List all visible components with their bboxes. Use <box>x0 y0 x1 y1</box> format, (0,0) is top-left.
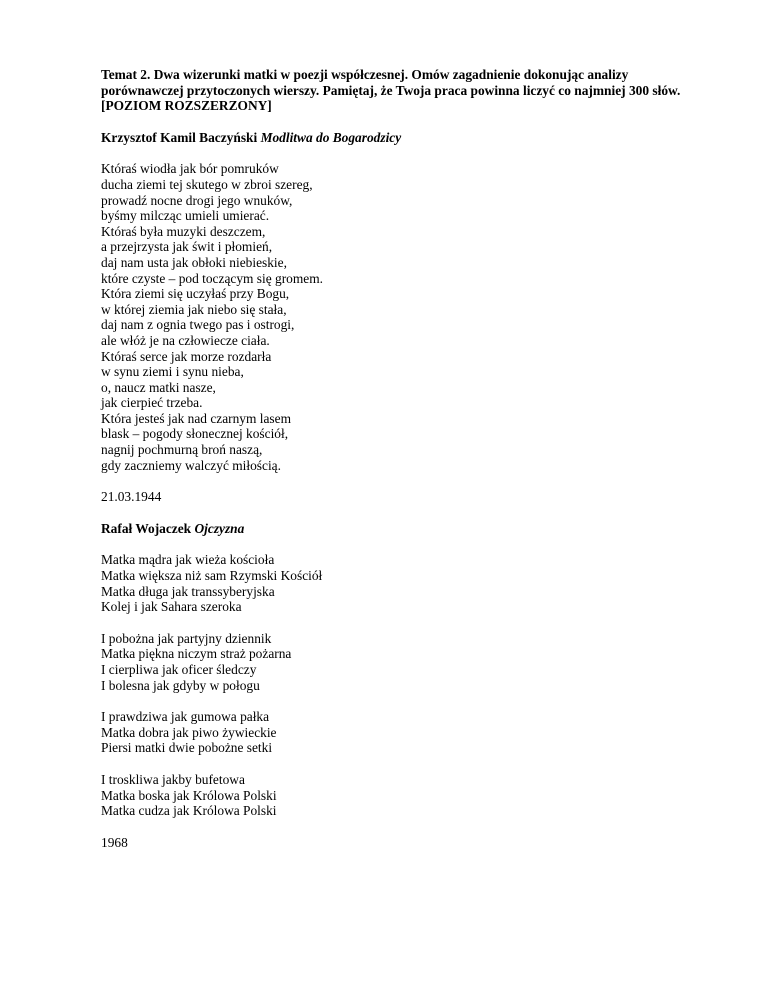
topic-line: Temat 2. Dwa wizerunki matki w poezji współczesnej. Omów zagadnienie dokonując analizy <box>101 67 629 82</box>
poem-line: Któraś była muzyki deszczem, <box>101 223 266 239</box>
poem-line: blask – pogody słonecznej kościół, <box>101 426 289 442</box>
poem2-stanza <box>101 631 741 693</box>
poem-line: Matka cudza jak Królowa Polski <box>101 803 277 819</box>
poem-line: w której ziemia jak niebo się stała, <box>101 301 287 317</box>
poem1-title: Modlitwa do Bogarodzicy <box>260 129 402 145</box>
poem-line: gdy zaczniemy walczyć miłością. <box>101 457 281 473</box>
poem-line: a przejrzysta jak świt i płomień, <box>101 239 273 255</box>
poem-line: ale włóż je na człowiecze ciała. <box>101 332 270 348</box>
poem-line: Piersi matki dwie pobożne setki <box>101 740 273 756</box>
poem-line: ducha ziemi tej skutego w zbroi szereg, <box>101 176 313 192</box>
poem-line: daj nam usta jak obłoki niebieskie, <box>101 254 287 270</box>
topic-line: [POZIOM ROZSZERZONY] <box>101 98 272 114</box>
poem-line: Matka większa niż sam Rzymski Kościół <box>101 568 323 584</box>
poem2-author: Rafał Wojaczek <box>101 520 192 536</box>
poem2-stanza <box>101 709 741 756</box>
poem1-text <box>101 161 741 473</box>
topic-line: porównawczej przytoczonych wierszy. Pamiętaj, że Twoja praca powinna liczyć co najmniej 300 słów. <box>101 82 681 98</box>
poem-line: Matka boska jak Królowa Polski <box>101 787 277 803</box>
poem2-stanza <box>101 772 741 819</box>
poem-line: daj nam z ognia twego pas i ostrogi, <box>101 317 295 333</box>
poem-line: prowadź nocne drogi jego wnuków, <box>101 192 293 208</box>
poem-line: Kolej i jak Sahara szeroka <box>101 599 242 615</box>
poem2-heading <box>101 521 741 537</box>
poem-line: nagnij pochmurną broń naszą, <box>101 442 263 458</box>
poem-line: Matka mądra jak wieża kościoła <box>101 552 275 568</box>
topic-heading <box>101 67 741 114</box>
poem-line: I pobożna jak partyjny dziennik <box>101 630 272 646</box>
poem-line: Matka dobra jak piwo żywieckie <box>101 724 277 740</box>
poem-line: byśmy milcząc umieli umierać. <box>101 208 270 224</box>
poem-line: Któraś wiodła jak bór pomruków <box>101 161 279 177</box>
poem2-stanza <box>101 552 741 614</box>
poem-line: Matka długa jak transsyberyjska <box>101 583 275 599</box>
poem-line: I troskliwa jakby bufetowa <box>101 771 245 787</box>
poem-line: jak cierpieć trzeba. <box>101 395 203 411</box>
poem-line: które czyste – pod toczącym się gromem. <box>101 270 323 286</box>
poem-line: Matka piękna niczym straż pożarna <box>101 646 292 662</box>
poem-line: Która jesteś jak nad czarnym lasem <box>101 410 291 426</box>
poem1-date: 21.03.1944 <box>101 489 162 505</box>
poem-line: I prawdziwa jak gumowa pałka <box>101 709 270 725</box>
poem-line: Któraś serce jak morze rozdarła <box>101 348 272 364</box>
poem1-author: Krzysztof Kamil Baczyński <box>101 129 258 145</box>
poem-line: I bolesna jak gdyby w połogu <box>101 677 260 693</box>
poem-line: Która ziemi się uczyłaś przy Bogu, <box>101 286 290 302</box>
document-page <box>101 67 741 850</box>
poem1-heading <box>101 130 741 146</box>
poem-line: o, naucz matki nasze, <box>101 379 216 395</box>
poem2-date: 1968 <box>101 834 128 850</box>
poem-line: I cierpliwa jak oficer śledczy <box>101 662 257 677</box>
poem2-title: Ojczyzna <box>194 520 245 536</box>
poem-line: w synu ziemi i synu nieba, <box>101 364 244 380</box>
